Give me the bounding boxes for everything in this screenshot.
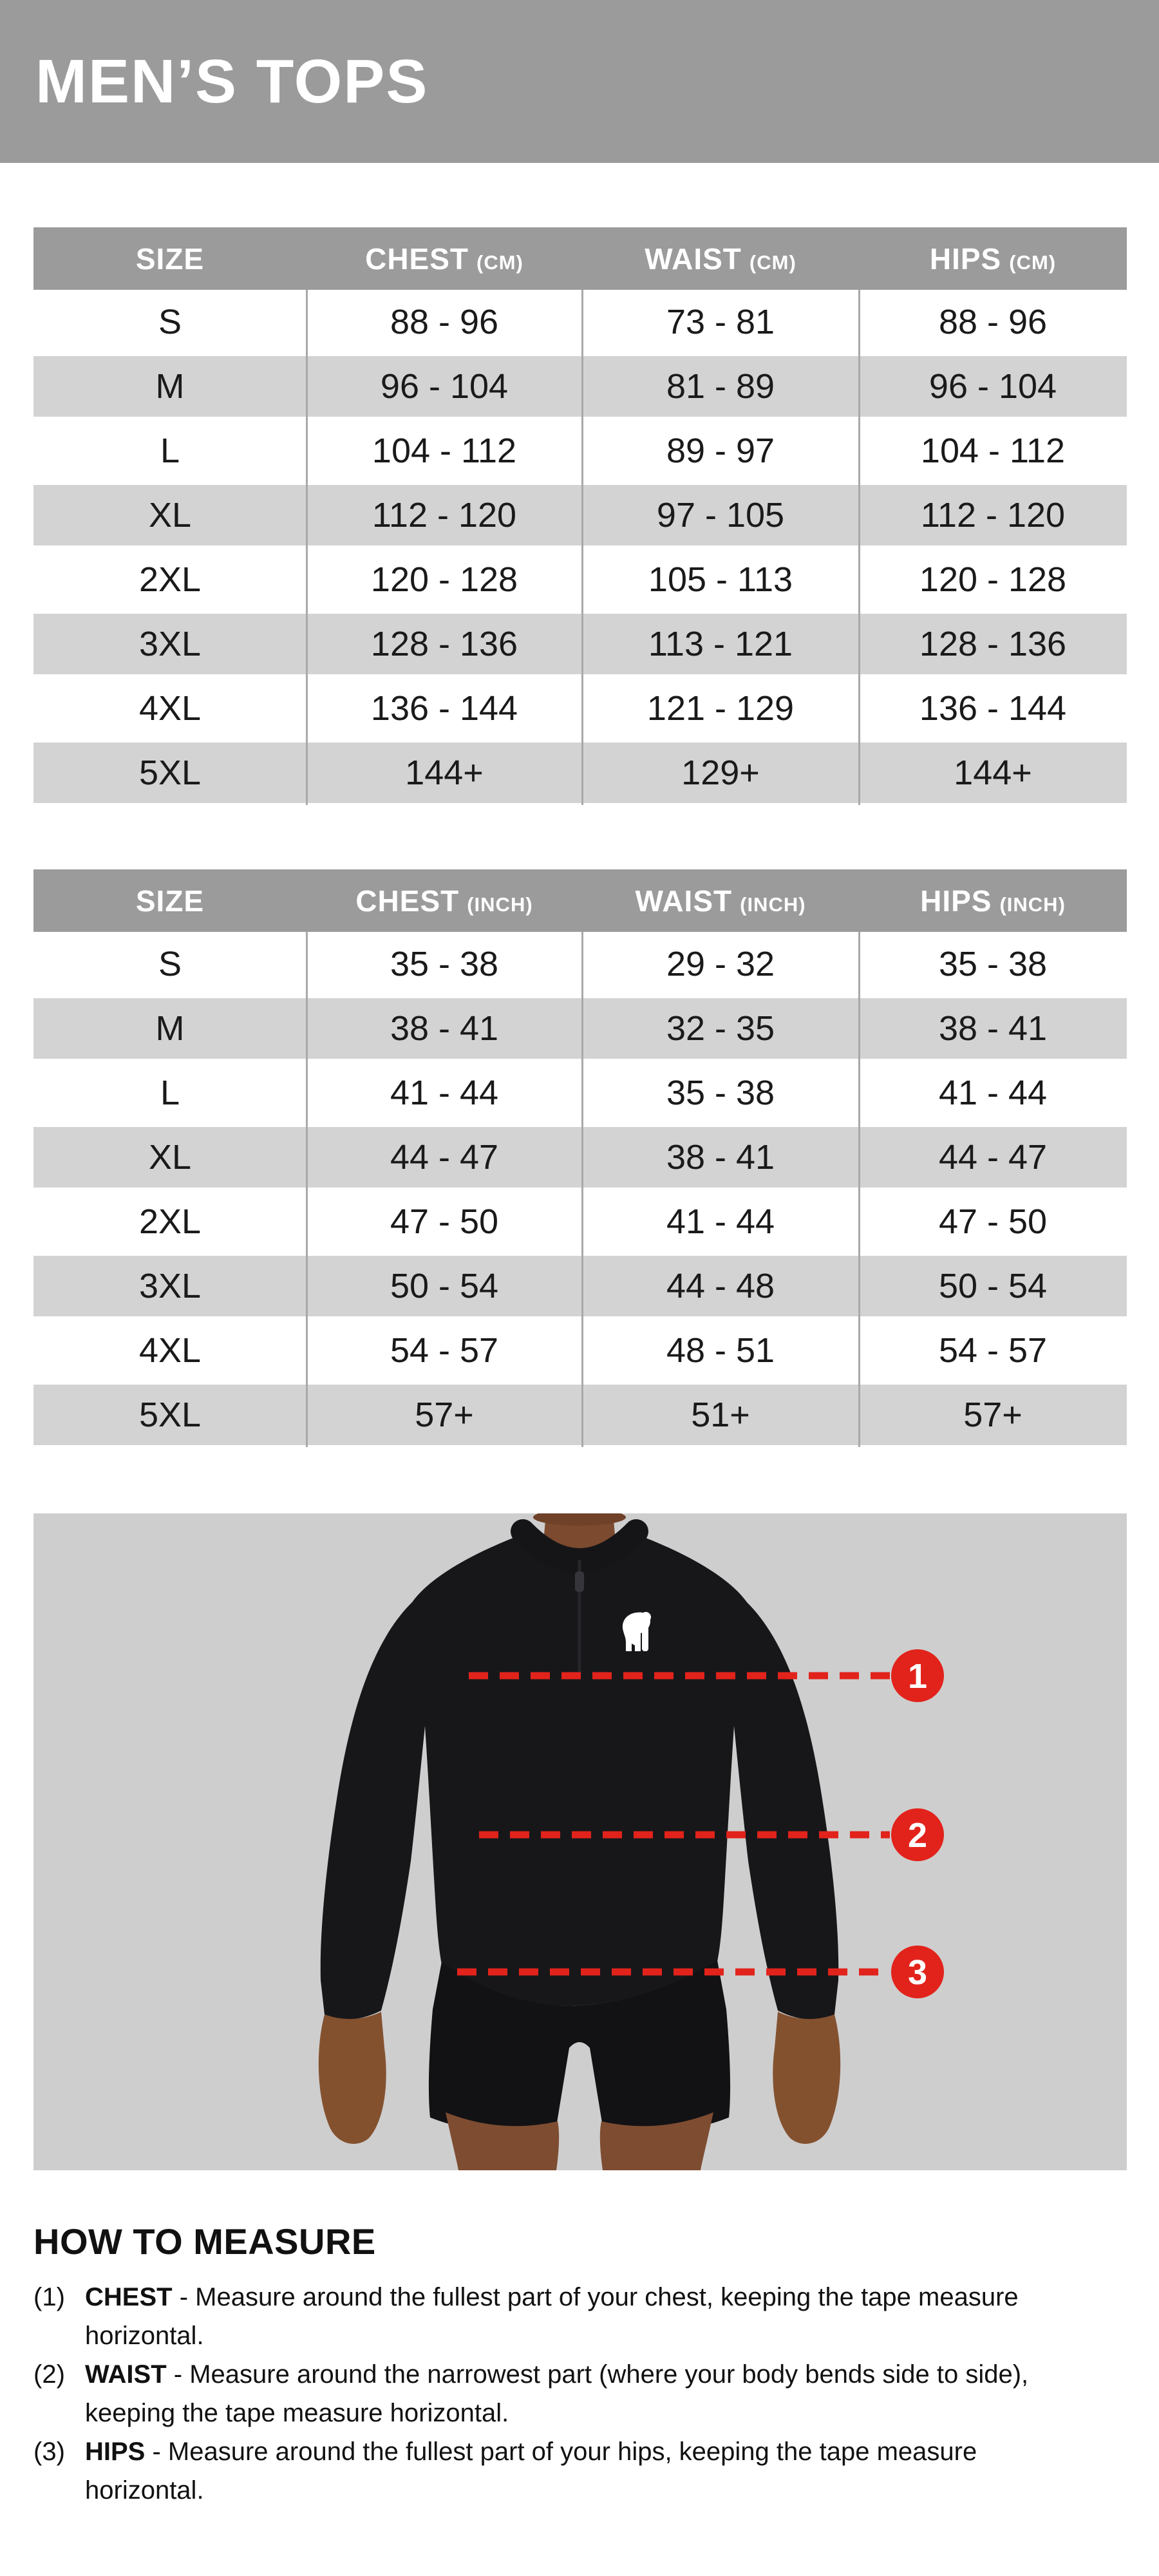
header-cell-chest: CHEST (CM) (365, 242, 523, 276)
measure-instruction-item (33, 2278, 1077, 2355)
table-cell: 112 - 120 (920, 496, 1066, 535)
column-divider (306, 932, 308, 1447)
table-cell: 44 - 48 (666, 1267, 775, 1305)
table-cell: XL (148, 496, 192, 535)
table-cell: 2XL (138, 560, 202, 599)
table-cell: 38 - 41 (666, 1138, 775, 1177)
zipper-pull (575, 1571, 584, 1592)
table-cell: 50 - 54 (938, 1267, 1048, 1305)
table-cell: 89 - 97 (666, 431, 775, 470)
table-cell: 54 - 57 (938, 1331, 1048, 1370)
header-cell-size: SIZE (135, 884, 205, 918)
table-cell: 50 - 54 (390, 1267, 499, 1305)
chest-marker-label: 1 (907, 1657, 928, 1696)
table-cell: 38 - 41 (938, 1009, 1048, 1048)
table-cell: 81 - 89 (666, 367, 775, 406)
instruction-text: - Measure around the fullest part of your chest, keeping the tape measure horizontal. (85, 2283, 1019, 2350)
waist-marker-label: 2 (907, 1816, 928, 1855)
table-cell: 35 - 38 (390, 945, 499, 983)
table-cell: XL (148, 1138, 192, 1177)
model-right-hand (773, 2012, 840, 2144)
table-row (33, 1318, 1127, 1383)
table-row (33, 1254, 1127, 1318)
table-cell: 121 - 129 (646, 689, 795, 728)
table-cell: 88 - 96 (390, 303, 499, 341)
table-cell: 35 - 38 (938, 945, 1048, 983)
table-cell: 128 - 136 (370, 625, 518, 663)
table-cell: 38 - 41 (390, 1009, 499, 1048)
table-cell: 4XL (138, 689, 202, 728)
model-photo-illustration (33, 1513, 1127, 2170)
table-row (33, 741, 1127, 805)
column-divider (306, 290, 308, 805)
table-cell: 29 - 32 (666, 945, 775, 983)
table-cell: 44 - 47 (938, 1138, 1048, 1177)
table-cell: 44 - 47 (390, 1138, 499, 1177)
table-row (33, 1061, 1127, 1125)
table-cell: L (160, 1074, 180, 1112)
table-cell: 120 - 128 (919, 560, 1067, 599)
measure-instruction-item (33, 2355, 1077, 2432)
table-cell: 54 - 57 (390, 1331, 499, 1370)
table-cell: 41 - 44 (390, 1074, 499, 1112)
table-cell: 41 - 44 (666, 1202, 775, 1241)
instruction-number: (1) (33, 2283, 65, 2311)
header-cell-waist: WAIST (CM) (645, 242, 796, 276)
instruction-term: CHEST (85, 2283, 173, 2311)
table-cell: 2XL (138, 1202, 202, 1241)
table-row (33, 290, 1127, 354)
instruction-term: HIPS (85, 2438, 146, 2466)
instruction-text: - Measure around the narrowest part (where your body bends side to side), keeping the tape measure horizontal. (85, 2360, 1029, 2427)
chest-marker (891, 1649, 944, 1702)
table-cell: 129+ (681, 753, 760, 792)
table-cell: S (158, 945, 182, 983)
table-cell: 104 - 112 (372, 431, 517, 470)
column-divider (581, 932, 583, 1447)
table-cell: 113 - 121 (648, 625, 793, 663)
instruction-term: WAIST (85, 2360, 167, 2389)
table-cell: 97 - 105 (656, 496, 785, 535)
instruction-number: (3) (33, 2438, 65, 2466)
table-cell: 3XL (138, 625, 202, 663)
column-divider (858, 932, 860, 1447)
page-banner (0, 0, 1159, 163)
page-title: MEN’S TOPS (35, 46, 429, 116)
table-cell: 4XL (138, 1331, 202, 1370)
table-cell: M (155, 367, 185, 406)
hips-marker (891, 1946, 944, 1998)
table-row (33, 547, 1127, 612)
table-cell: S (158, 303, 182, 341)
instruction-text: - Measure around the fullest part of your hips, keeping the tape measure horizontal. (85, 2438, 977, 2505)
table-cell: 88 - 96 (938, 303, 1048, 341)
table-cell: 96 - 104 (928, 367, 1057, 406)
table-cell: 3XL (138, 1267, 202, 1305)
header-cell-hips: HIPS (INCH) (920, 884, 1066, 918)
table-row (33, 676, 1127, 741)
table-row (33, 1125, 1127, 1189)
table-cell: 32 - 35 (666, 1009, 775, 1048)
model-left-hand (319, 2012, 386, 2144)
header-cell-chest: CHEST (INCH) (355, 884, 533, 918)
table-row (33, 483, 1127, 547)
table-cell: 136 - 144 (370, 689, 518, 728)
table-cell: 128 - 136 (919, 625, 1067, 663)
table-cell: 5XL (138, 1396, 202, 1434)
table-cell: 51+ (691, 1396, 750, 1434)
table-cell: 144+ (405, 753, 484, 792)
column-divider (858, 290, 860, 805)
gorilla-logo (623, 1612, 651, 1651)
how-to-measure-section (33, 2221, 1077, 2510)
table-cell: 35 - 38 (666, 1074, 775, 1112)
measure-instruction-item (33, 2432, 1077, 2510)
table-cell: 41 - 44 (938, 1074, 1048, 1112)
table-header-row (33, 869, 1127, 932)
table-body (33, 932, 1127, 1447)
table-cell: 96 - 104 (380, 367, 509, 406)
header-cell-size: SIZE (135, 242, 205, 276)
table-header-row (33, 227, 1127, 290)
table-row (33, 996, 1127, 1061)
measurement-figure (33, 1513, 1127, 2170)
header-cell-hips: HIPS (CM) (929, 242, 1057, 276)
table-row (33, 354, 1127, 419)
table-row (33, 1383, 1127, 1447)
table-row (33, 419, 1127, 483)
table-row (33, 1189, 1127, 1254)
column-divider (581, 290, 583, 805)
table-cell: 112 - 120 (372, 496, 517, 535)
waist-marker (891, 1808, 944, 1861)
table-cell: 47 - 50 (390, 1202, 499, 1241)
table-body (33, 290, 1127, 805)
table-cell: 48 - 51 (666, 1331, 775, 1370)
header-cell-waist: WAIST (INCH) (635, 884, 806, 918)
table-cell: L (160, 431, 180, 470)
how-to-measure-list (33, 2278, 1077, 2510)
table-cell: 144+ (954, 753, 1032, 792)
table-cell: M (155, 1009, 185, 1048)
size-table-inch (33, 869, 1127, 1447)
table-row (33, 612, 1127, 676)
table-row (33, 932, 1127, 996)
table-cell: 57+ (415, 1396, 474, 1434)
table-cell: 47 - 50 (938, 1202, 1048, 1241)
table-cell: 57+ (963, 1396, 1022, 1434)
table-cell: 120 - 128 (370, 560, 518, 599)
instruction-number: (2) (33, 2360, 65, 2389)
table-cell: 105 - 113 (648, 560, 793, 599)
hips-marker-label: 3 (907, 1953, 928, 1992)
how-to-measure-title: HOW TO MEASURE (33, 2221, 376, 2262)
table-cell: 104 - 112 (920, 431, 1066, 470)
table-cell: 73 - 81 (666, 303, 775, 341)
size-table-cm (33, 227, 1127, 805)
table-cell: 136 - 144 (919, 689, 1067, 728)
table-cell: 5XL (138, 753, 202, 792)
